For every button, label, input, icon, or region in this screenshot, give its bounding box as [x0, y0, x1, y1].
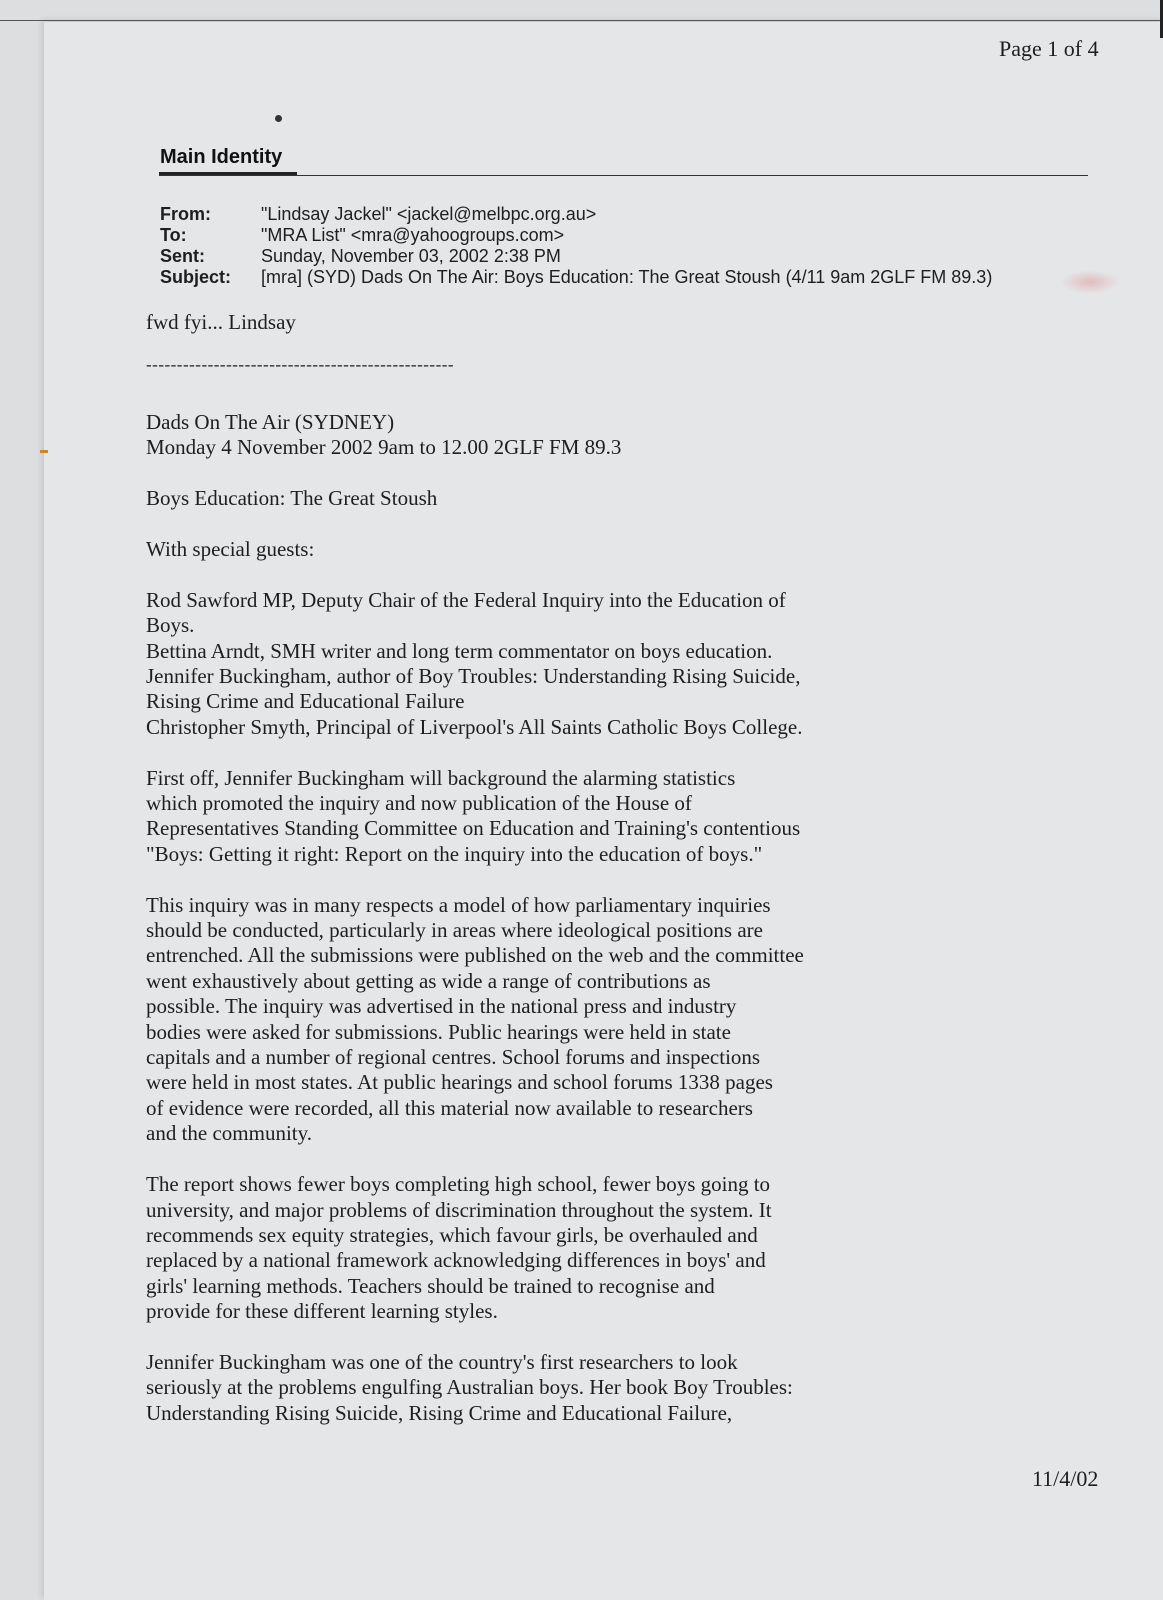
body-line: recommends sex equity strategies, which favour girls, be overhauled and [146, 1222, 758, 1247]
ink-smudge [1060, 270, 1120, 294]
forward-note: fwd fyi... Lindsay [146, 310, 296, 334]
first-off-paragraph [146, 766, 906, 868]
from-label: From: [160, 204, 211, 224]
to-value: "MRA List" <mra@yahoogroups.com> [261, 225, 565, 245]
inquiry-paragraph [146, 893, 906, 1147]
body-line: went exhaustively about getting as wide a range of contributions as [146, 968, 711, 993]
sent-value: Sunday, November 03, 2002 2:38 PM [261, 246, 561, 266]
body-line: Dads On The Air (SYDNEY) [146, 410, 395, 434]
sent-label: Sent: [160, 246, 205, 266]
topic-paragraph [146, 486, 906, 511]
body-line: provide for these different learning styles. [146, 1299, 498, 1324]
subject-row [160, 267, 992, 288]
subject-label: Subject: [160, 267, 232, 287]
sent-row [160, 246, 992, 267]
body-line: Boys Education: The Great Stoush [146, 486, 438, 511]
body-line: were held in most states. At public hearings and school forums 1338 pages [146, 1070, 773, 1095]
ink-dot [275, 115, 282, 122]
buckingham-paragraph [146, 1350, 906, 1426]
report-paragraph [146, 1172, 906, 1324]
margin-mark [40, 450, 48, 453]
body-line: First off, Jennifer Buckingham will background the alarming statistics [146, 765, 736, 790]
body-line: Representatives Standing Committee on Education and Training's contentious [146, 816, 801, 841]
email-header [160, 204, 992, 288]
from-value: "Lindsay Jackel" <jackel@melbpc.org.au> [261, 204, 597, 224]
header-rule [159, 175, 1088, 176]
body-line: should be conducted, particularly in areas where ideological positions are [146, 918, 763, 943]
body-line: university, and major problems of discrimination throughout the system. It [146, 1197, 772, 1222]
body-line: Rod Sawford MP, Deputy Chair of the Federal Inquiry into the Education of [146, 587, 786, 612]
show-info-paragraph [146, 410, 906, 461]
body-line: Christopher Smyth, Principal of Liverpool's All Saints Catholic Boys College. [146, 714, 803, 739]
body-line: of evidence were recorded, all this material now available to researchers [146, 1095, 753, 1120]
body-line: This inquiry was in many respects a model of how parliamentary inquiries [146, 892, 771, 917]
body-line: Jennifer Buckingham was one of the country's first researchers to look [146, 1349, 738, 1374]
body-line: With special guests: [146, 537, 315, 561]
body-line: The report shows fewer boys completing high school, fewer boys going to [146, 1172, 771, 1197]
body-line: which promoted the inquiry and now publication of the House of [146, 791, 692, 816]
message-body [146, 410, 906, 1452]
identity-title: Main Identity [160, 146, 283, 168]
from-row [160, 204, 992, 225]
body-line: "Boys: Getting it right: Report on the inquiry into the education of boys." [146, 841, 763, 866]
body-line: Boys. [146, 613, 195, 638]
body-line: capitals and a number of regional centres. School forums and inspections [146, 1045, 761, 1070]
scan-top-edge [0, 20, 1163, 21]
body-line: Understanding Rising Suicide, Rising Crime and Educational Failure, [146, 1400, 733, 1425]
body-line: bodies were asked for submissions. Public hearings were held in state [146, 1019, 731, 1044]
body-line: seriously at the problems engulfing Australian boys. Her book Boy Troubles: [146, 1375, 793, 1400]
guests-list-paragraph [146, 588, 906, 740]
to-label: To: [160, 225, 187, 245]
footer-date: 11/4/02 [1032, 1466, 1099, 1491]
guests-intro-paragraph [146, 537, 906, 562]
to-row [160, 225, 992, 246]
body-line: and the community. [146, 1121, 313, 1146]
body-line: girls' learning methods. Teachers should be trained to recognise and [146, 1273, 715, 1298]
body-line: Rising Crime and Educational Failure [146, 689, 465, 714]
body-line: possible. The inquiry was advertised in the national press and industry [146, 994, 737, 1019]
body-line: replaced by a national framework acknowledging differences in boys' and [146, 1248, 766, 1273]
separator-line: -------------------------------------------------- [146, 355, 455, 374]
body-line: Jennifer Buckingham, author of Boy Troubles: Understanding Rising Suicide, [146, 664, 801, 689]
body-line: Bettina Arndt, SMH writer and long term commentator on boys education. [146, 638, 773, 663]
subject-value: [mra] (SYD) Dads On The Air: Boys Education: The Great Stoush (4/11 9am 2GLF FM 89.3) [261, 267, 993, 287]
body-line: entrenched. All the submissions were published on the web and the committee [146, 943, 804, 968]
page-number: Page 1 of 4 [999, 36, 1099, 61]
body-line: Monday 4 November 2002 9am to 12.00 2GLF FM 89.3 [146, 435, 622, 460]
